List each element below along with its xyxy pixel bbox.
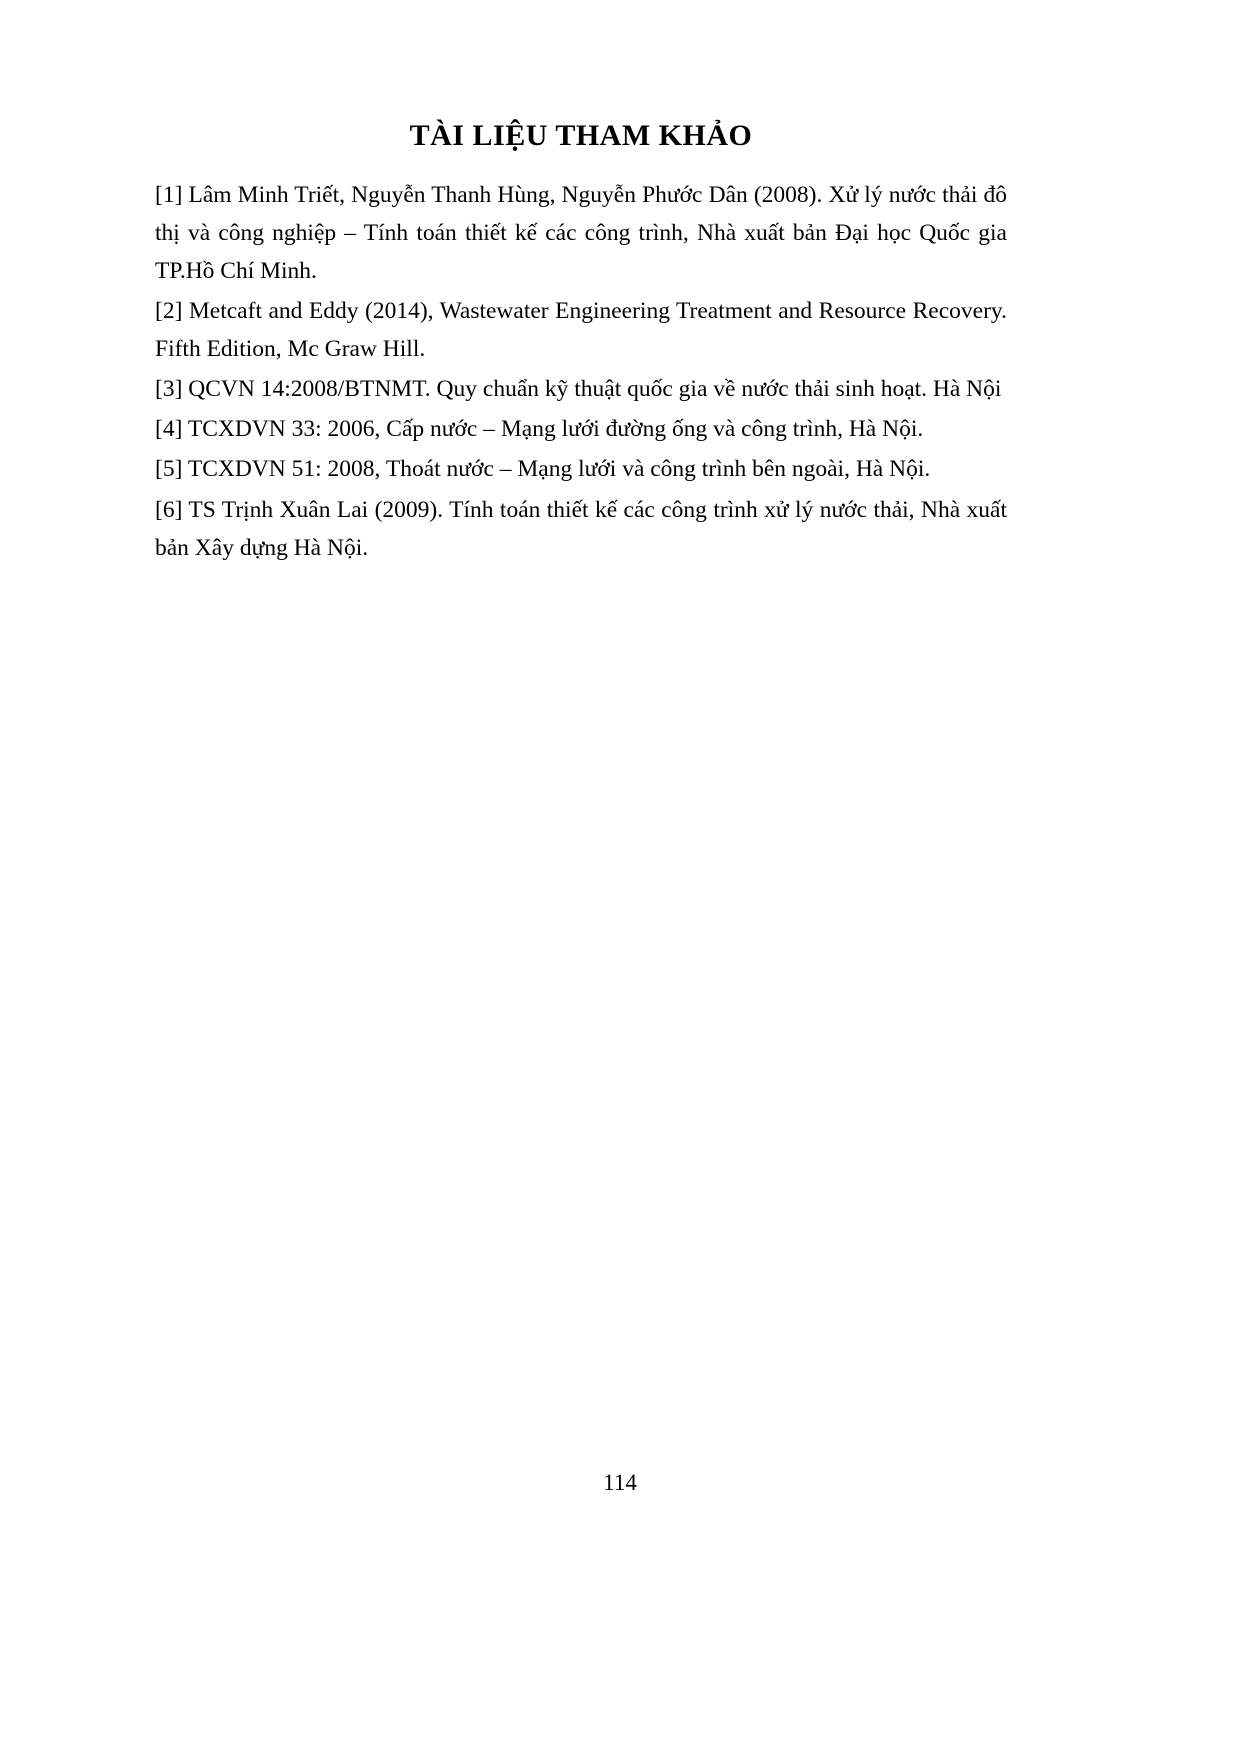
page-number: 114 [603,1470,637,1495]
reference-item-3: [3] QCVN 14:2008/BTNMT. Quy chuẩn kỹ thuật quốc gia về nước thải sinh hoạt. Hà Nội [155,376,1002,403]
reference-item-6: [6] TS Trịnh Xuân Lai (2009). Tính toán thiết kế các công trình xử lý nước thải, Nhà xuất bản Xây dựng Hà Nội. [155,496,1007,561]
reference-item-5: [5] TCXDVN 51: 2008, Thoát nước – Mạng lưới và công trình bên ngoài, Hà Nội. [155,456,931,483]
page-content [155,118,1007,569]
reference-item-2: [2] Metcaft and Eddy (2014), Wastewater Engineering Treatment and Resource Recovery. Fifth Edition, Mc Graw Hill. [155,298,1007,363]
reference-list [155,176,1007,567]
page-title: TÀI LIỆU THAM KHẢO [409,119,753,152]
reference-item-4: [4] TCXDVN 33: 2006, Cấp nước – Mạng lưới đường ống và công trình, Hà Nội. [155,416,924,443]
reference-item-1: [1] Lâm Minh Triết, Nguyễn Thanh Hùng, Nguyễn Phước Dân (2008). Xử lý nước thải đô thị và công nghiệp – Tính toán thiết kế các công trình, Nhà xuất bản Đại học Quốc gia TP.Hồ Chí Minh. [155,182,1007,285]
